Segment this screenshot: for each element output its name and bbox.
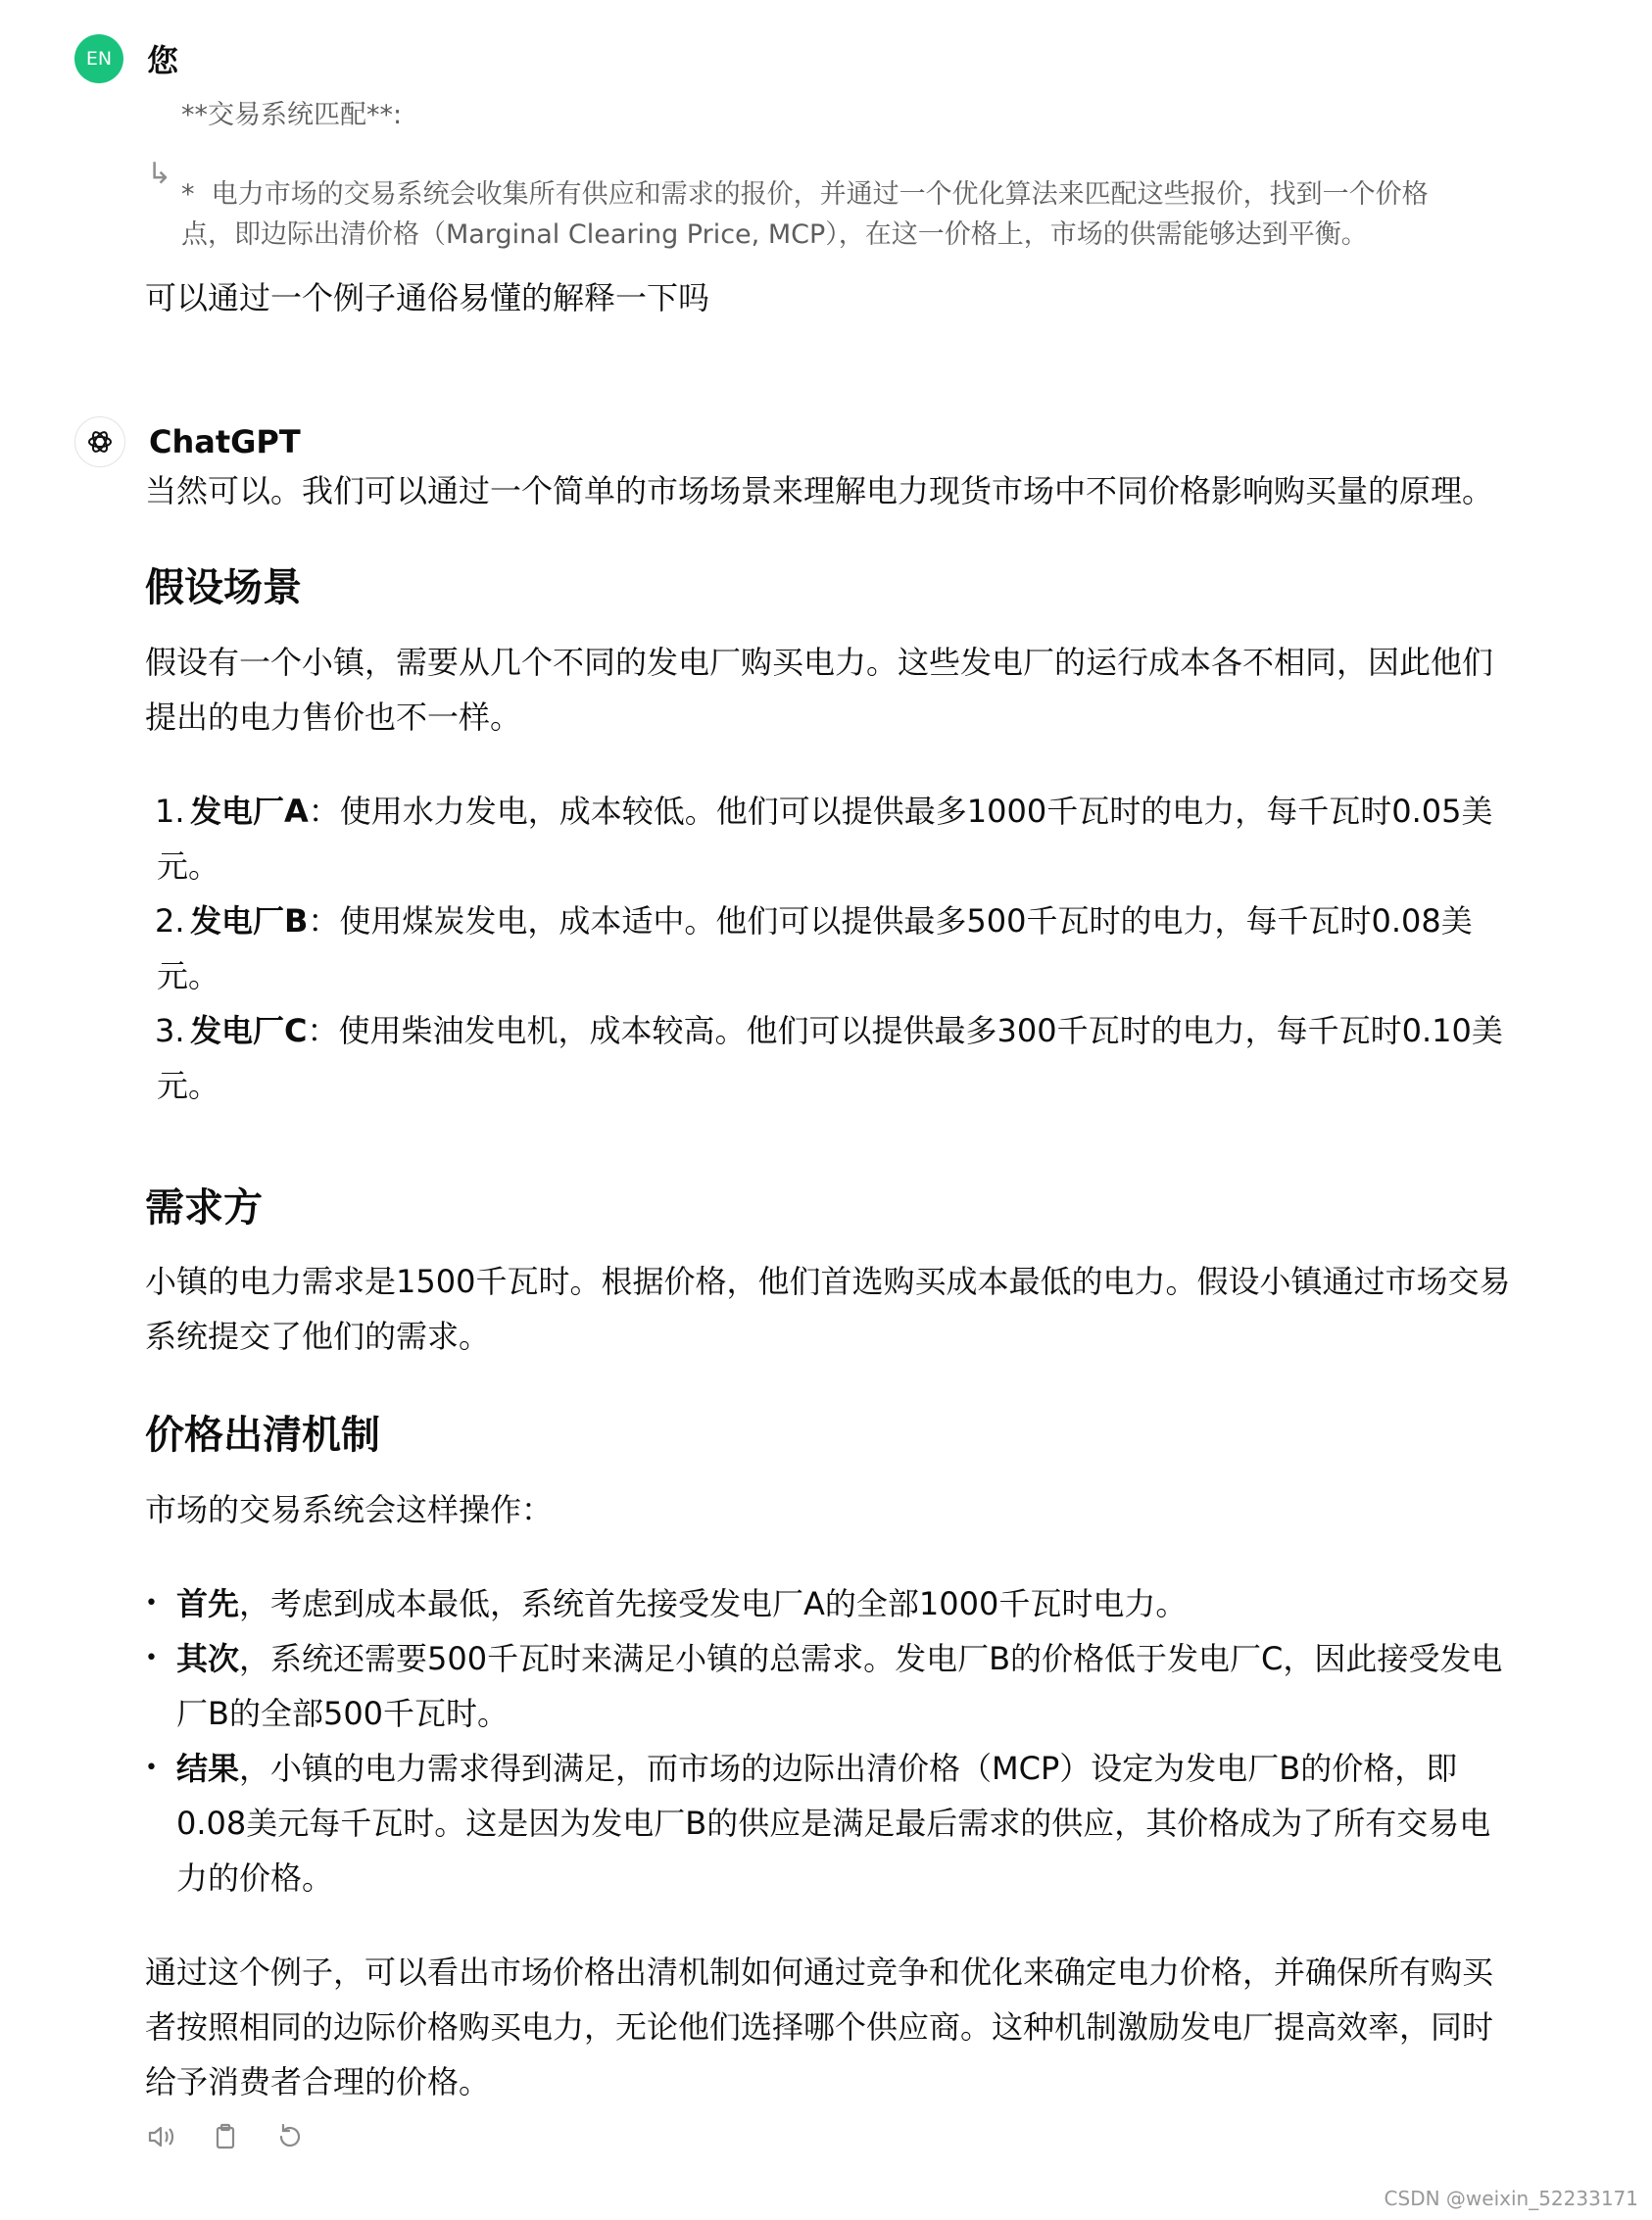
clearing-intro: 市场的交易系统会这样操作： (145, 1491, 554, 1528)
read-aloud-icon[interactable] (145, 2121, 176, 2152)
bullet-second (176, 1631, 1519, 1686)
openai-logo-icon (84, 426, 116, 458)
copy-icon[interactable] (210, 2121, 241, 2152)
chatgpt-avatar (74, 416, 125, 467)
plant-name: 发电厂B (190, 902, 309, 940)
scenario-line2: 提出的电力售价也不一样。 (145, 699, 522, 736)
plant-desc: ：使用水力发电，成本较低。他们可以提供最多1000千瓦时的电力，每千瓦时0.05美 (308, 793, 1493, 830)
bullet-bold: 首先 (176, 1585, 240, 1622)
user-avatar: EN (74, 34, 123, 83)
quote-body-line2: 点，即边际出清价格（Marginal Clearing Price, MCP），在这一价格上，市场的供需能够达到平衡。 (181, 219, 1368, 250)
reply-arrow-icon: ↳ (147, 157, 172, 191)
list-number: 2. (155, 902, 185, 940)
quote-body-line1 (181, 174, 1429, 215)
list-item-plant-c (155, 1003, 1527, 1058)
bullet-second-cont: 厂B的全部500千瓦时。 (176, 1695, 510, 1732)
quote-title: **交易系统匹配**: (181, 100, 403, 130)
bullet-icon: • (145, 1756, 158, 1780)
plant-desc: ：使用柴油发电机，成本较高。他们可以提供最多300千瓦时的电力，每千瓦时0.10美 (307, 1012, 1503, 1049)
bullet-third-cont2: 力的价格。 (176, 1859, 334, 1897)
list-number: 1. (155, 793, 185, 830)
plant-b-continuation: 元。 (157, 957, 220, 994)
quote-star: * (181, 179, 195, 210)
bullet-text: ，考虑到成本最低，系统首先接受发电厂A的全部1000千瓦时电力。 (239, 1585, 1188, 1622)
list-number: 3. (155, 1012, 185, 1049)
assistant-intro: 当然可以。我们可以通过一个简单的市场场景来理解电力现货市场中不同价格影响购买量的原理。 (145, 472, 1494, 509)
section-title-clearing: 价格出清机制 (145, 1413, 380, 1458)
plant-desc: ：使用煤炭发电，成本适中。他们可以提供最多500千瓦时的电力，每千瓦时0.08美 (308, 902, 1473, 940)
user-name: 您 (147, 42, 179, 79)
user-message-header (74, 34, 178, 83)
demand-line1: 小镇的电力需求是1500千瓦时。根据价格，他们首选购买成本最低的电力。假设小镇通过市场交易 (145, 1263, 1511, 1300)
user-question: 可以通过一个例子通俗易懂的解释一下吗 (145, 279, 710, 316)
conclusion-line3: 给予消费者合理的价格。 (145, 2063, 491, 2100)
bullet-icon: • (145, 1591, 158, 1616)
demand-line2: 系统提交了他们的需求。 (145, 1318, 491, 1355)
section-title-scenario: 假设场景 (145, 565, 302, 610)
conclusion-line2: 者按照相同的边际价格购买电力，无论他们选择哪个供应商。这种机制激励发电厂提高效率，同时 (145, 2008, 1494, 2046)
bullet-bold: 结果 (176, 1750, 240, 1787)
quote-text-1: 电力市场的交易系统会收集所有供应和需求的报价，并通过一个优化算法来匹配这些报价，找到一个价格 (211, 179, 1429, 210)
list-item-plant-b (155, 893, 1527, 948)
bullet-third-cont1: 0.08美元每千瓦时。这是因为发电厂B的供应是满足最后需求的供应，其价格成为了所有交易电 (176, 1805, 1491, 1842)
bullet-text: ，小镇的电力需求得到满足，而市场的边际出清价格（MCP）设定为发电厂B的价格，即 (239, 1750, 1458, 1787)
assistant-name: ChatGPT (149, 423, 301, 460)
watermark: CSDN @weixin_52233171 (1384, 2187, 1638, 2210)
bullet-bold: 其次 (176, 1640, 240, 1677)
bullet-third (176, 1741, 1519, 1796)
assistant-message-header (74, 416, 301, 467)
list-item-plant-a (155, 784, 1527, 839)
scenario-line1: 假设有一个小镇，需要从几个不同的发电厂购买电力。这些发电厂的运行成本各不相同，因此他们 (145, 644, 1494, 681)
plant-name: 发电厂C (190, 1012, 308, 1049)
regenerate-icon[interactable] (274, 2121, 306, 2152)
bullet-first (176, 1576, 1519, 1631)
bullet-icon: • (145, 1646, 158, 1670)
plant-a-continuation: 元。 (157, 847, 220, 885)
conclusion-line1: 通过这个例子，可以看出市场价格出清机制如何通过竞争和优化来确定电力价格，并确保所有购买 (145, 1954, 1494, 1991)
message-actions (145, 2121, 306, 2152)
plant-name: 发电厂A (190, 793, 309, 830)
bullet-text: ，系统还需要500千瓦时来满足小镇的总需求。发电厂B的价格低于发电厂C，因此接受发电 (239, 1640, 1503, 1677)
plant-c-continuation: 元。 (157, 1067, 220, 1104)
section-title-demand: 需求方 (145, 1185, 263, 1231)
